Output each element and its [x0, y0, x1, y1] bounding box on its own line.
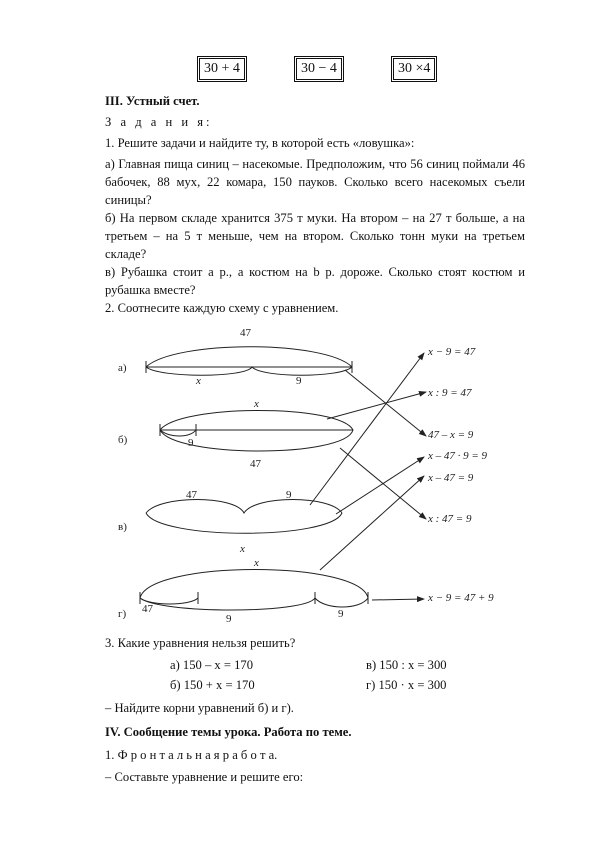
- scheme-g-x: x: [254, 557, 259, 569]
- scheme-a-top: 47: [240, 327, 251, 339]
- task-1a: а) Главная пища синиц – насекомые. Предположим, что 56 синиц поймали 46 бабочек, 88 мух, 22 комара, 150 пауков. Сколько всего насекомых съели синицы?: [105, 157, 525, 207]
- expression-box-1: 30 + 4: [199, 58, 245, 80]
- equation-1: x − 9 = 47: [428, 346, 476, 358]
- equation-7: x − 9 = 47 + 9: [428, 592, 494, 604]
- frontal-work-heading: 1. Ф р о н т а л ь н а я р а б о т а.: [105, 748, 278, 762]
- frontal-task: – Составьте уравнение и решите его:: [105, 770, 304, 784]
- scheme-v-47: 47: [186, 489, 197, 501]
- equation-6: x : 47 = 9: [428, 513, 472, 525]
- equation-2: x : 9 = 47: [428, 387, 472, 399]
- expression-box-3: 30 ×4: [393, 58, 435, 80]
- task-3-eq-b: б) 150 + x = 170: [170, 678, 255, 692]
- scheme-v-x: x: [240, 543, 245, 555]
- matching-arrows: [310, 353, 426, 600]
- task-1-heading: 1. Решите задачи и найдите ту, в которой есть «ловушка»:: [105, 136, 415, 150]
- scheme-b-47: 47: [250, 458, 261, 470]
- scheme-g-47: 47: [142, 603, 153, 615]
- task-1b: б) На первом складе хранится 375 т муки. На втором – на 27 т больше, а на третьем – на 5 т меньше, чем на втором. Сколько тонн муки на третьем складе?: [105, 211, 525, 261]
- equation-list: [427, 346, 494, 604]
- scheme-v-label: в): [118, 521, 127, 533]
- task-3-eq-g: г) 150 · x = 300: [366, 678, 447, 692]
- equation-5: x – 47 = 9: [428, 472, 474, 484]
- scheme-g-9-right: 9: [338, 608, 344, 620]
- scheme-a: [118, 327, 352, 387]
- scheme-g-label: г): [118, 608, 127, 620]
- scheme-a-x: x: [196, 375, 201, 387]
- scheme-g: [118, 557, 368, 625]
- equation-4: x – 47 · 9 = 9: [428, 450, 488, 462]
- section-4-title: IV. Сообщение темы урока. Работа по теме.: [105, 725, 352, 739]
- task-3-heading: 3. Какие уравнения нельзя решить?: [105, 636, 296, 650]
- section-3-title: III. Устный счет.: [105, 94, 200, 108]
- scheme-a-label: а): [118, 362, 127, 374]
- scheme-v-9: 9: [286, 489, 292, 501]
- task-2-heading: 2. Соотнесите каждую схему с уравнением.: [105, 301, 339, 315]
- scheme-v: [118, 489, 342, 555]
- task-3-note: – Найдите корни уравнений б) и г).: [105, 701, 294, 715]
- scheme-a-9: 9: [296, 375, 302, 387]
- scheme-b-label: б): [118, 434, 128, 446]
- scheme-g-9-mid: 9: [226, 613, 232, 625]
- task-1v: в) Рубашка стоит а р., а костюм на b р. дороже. Сколько стоят костюм и рубашка вместе?: [105, 265, 525, 297]
- expression-box-2: 30 − 4: [296, 58, 342, 80]
- scheme-b: [118, 398, 353, 470]
- scheme-b-9: 9: [188, 437, 194, 449]
- equation-3: 47 – x = 9: [428, 429, 474, 441]
- scheme-b-x: x: [254, 398, 259, 410]
- task-3-eq-v: в) 150 : x = 300: [366, 658, 447, 672]
- tasks-label: З а д а н и я:: [105, 115, 213, 129]
- task-3-eq-a: а) 150 – x = 170: [170, 658, 254, 672]
